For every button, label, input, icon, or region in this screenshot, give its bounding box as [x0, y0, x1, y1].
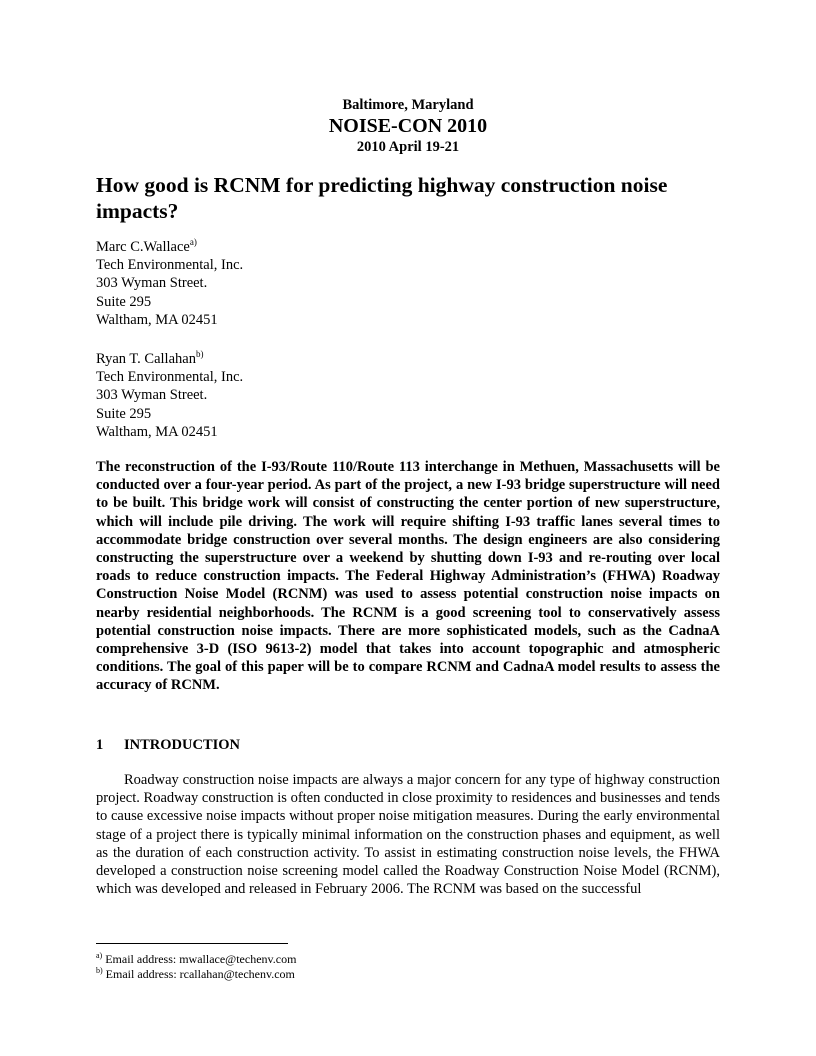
section-heading	[96, 736, 240, 754]
author-name-line	[96, 238, 720, 256]
author-block-1	[96, 238, 720, 329]
author-suite: Suite 295	[96, 405, 152, 422]
author-city: Waltham, MA 02451	[96, 311, 218, 328]
footnote-mark: b)	[96, 966, 103, 975]
conference-header	[0, 96, 816, 156]
footnote-divider	[96, 943, 288, 944]
author-name-line	[96, 350, 720, 368]
author-footnote-mark: a)	[189, 237, 197, 247]
footnote-1	[96, 952, 296, 967]
conference-dates: 2010 April 19-21	[356, 139, 460, 155]
author-suite: Suite 295	[96, 293, 152, 310]
author-affiliation: Tech Environmental, Inc.	[96, 369, 244, 386]
author-street: 303 Wyman Street.	[96, 387, 208, 404]
footnote-text: Email address: rcallahan@techenv.com	[102, 967, 295, 981]
author-city: Waltham, MA 02451	[96, 423, 218, 440]
footnote-text: Email address: mwallace@techenv.com	[102, 952, 297, 966]
author-affiliation: Tech Environmental, Inc.	[96, 257, 244, 274]
author-name: Ryan T. Callahan	[96, 351, 196, 367]
section-title: INTRODUCTION	[124, 737, 241, 753]
paper-title: How good is RCNM for predicting highway construction noise impacts?	[96, 173, 668, 223]
intro-paragraph: Roadway construction noise impacts are always a major concern for any type of highway construction project. Roadway construction is often conducted in close proximity to residences and businesses and tends to cause excessive noise impacts without proper noise mitigation measures. During the early environmental stage of a project there is typically minimal information on the construction phases and equipment, as well as the duration of each construction activity. To assist in estimating construction noise levels, the FHWA developed a construction noise screening model called the Roadway Construction Noise Model (RCNM), which was developed and released in February 2006. The RCNM was based on the successful	[96, 772, 720, 898]
conference-location: Baltimore, Maryland	[342, 97, 474, 113]
footnote-2	[96, 967, 296, 982]
abstract: The reconstruction of the I-93/Route 110/Route 113 interchange in Methuen, Massachusetts will be conducted over a four-year period. As part of the project, a new I-93 bridge superstructure will need to be built. This bridge work will consist of constructing the center portion of new superstructure, which will include pile driving. The work will require shifting I-93 traffic lanes several times to accommodate bridge construction over several months. The design engineers are also considering constructing the superstructure over a weekend by shutting down I-93 and re-routing over local roads to reduce construction impacts. The Federal Highway Administration’s (FHWA) Roadway Construction Noise Model (RCNM) was used to assess potential construction noise impacts on nearby residential neighborhoods. The RCNM is a good screening tool to conservatively assess potential construction noise impacts. There are more sophisticated models, such as the CadnaA comprehensive 3-D (ISO 9613-2) model that takes into account topographic and atmospheric conditions. The goal of this paper will be to compare RCNM and CadnaA model results to assess the accuracy of RCNM.	[96, 459, 720, 694]
author-block-2	[96, 350, 720, 441]
author-name: Marc C.Wallace	[96, 239, 190, 255]
footnotes	[96, 952, 296, 982]
conference-name: NOISE-CON 2010	[328, 115, 488, 137]
footnote-mark: a)	[96, 951, 103, 960]
section-number: 1	[96, 737, 104, 753]
author-footnote-mark: b)	[195, 349, 204, 359]
author-street: 303 Wyman Street.	[96, 275, 208, 292]
